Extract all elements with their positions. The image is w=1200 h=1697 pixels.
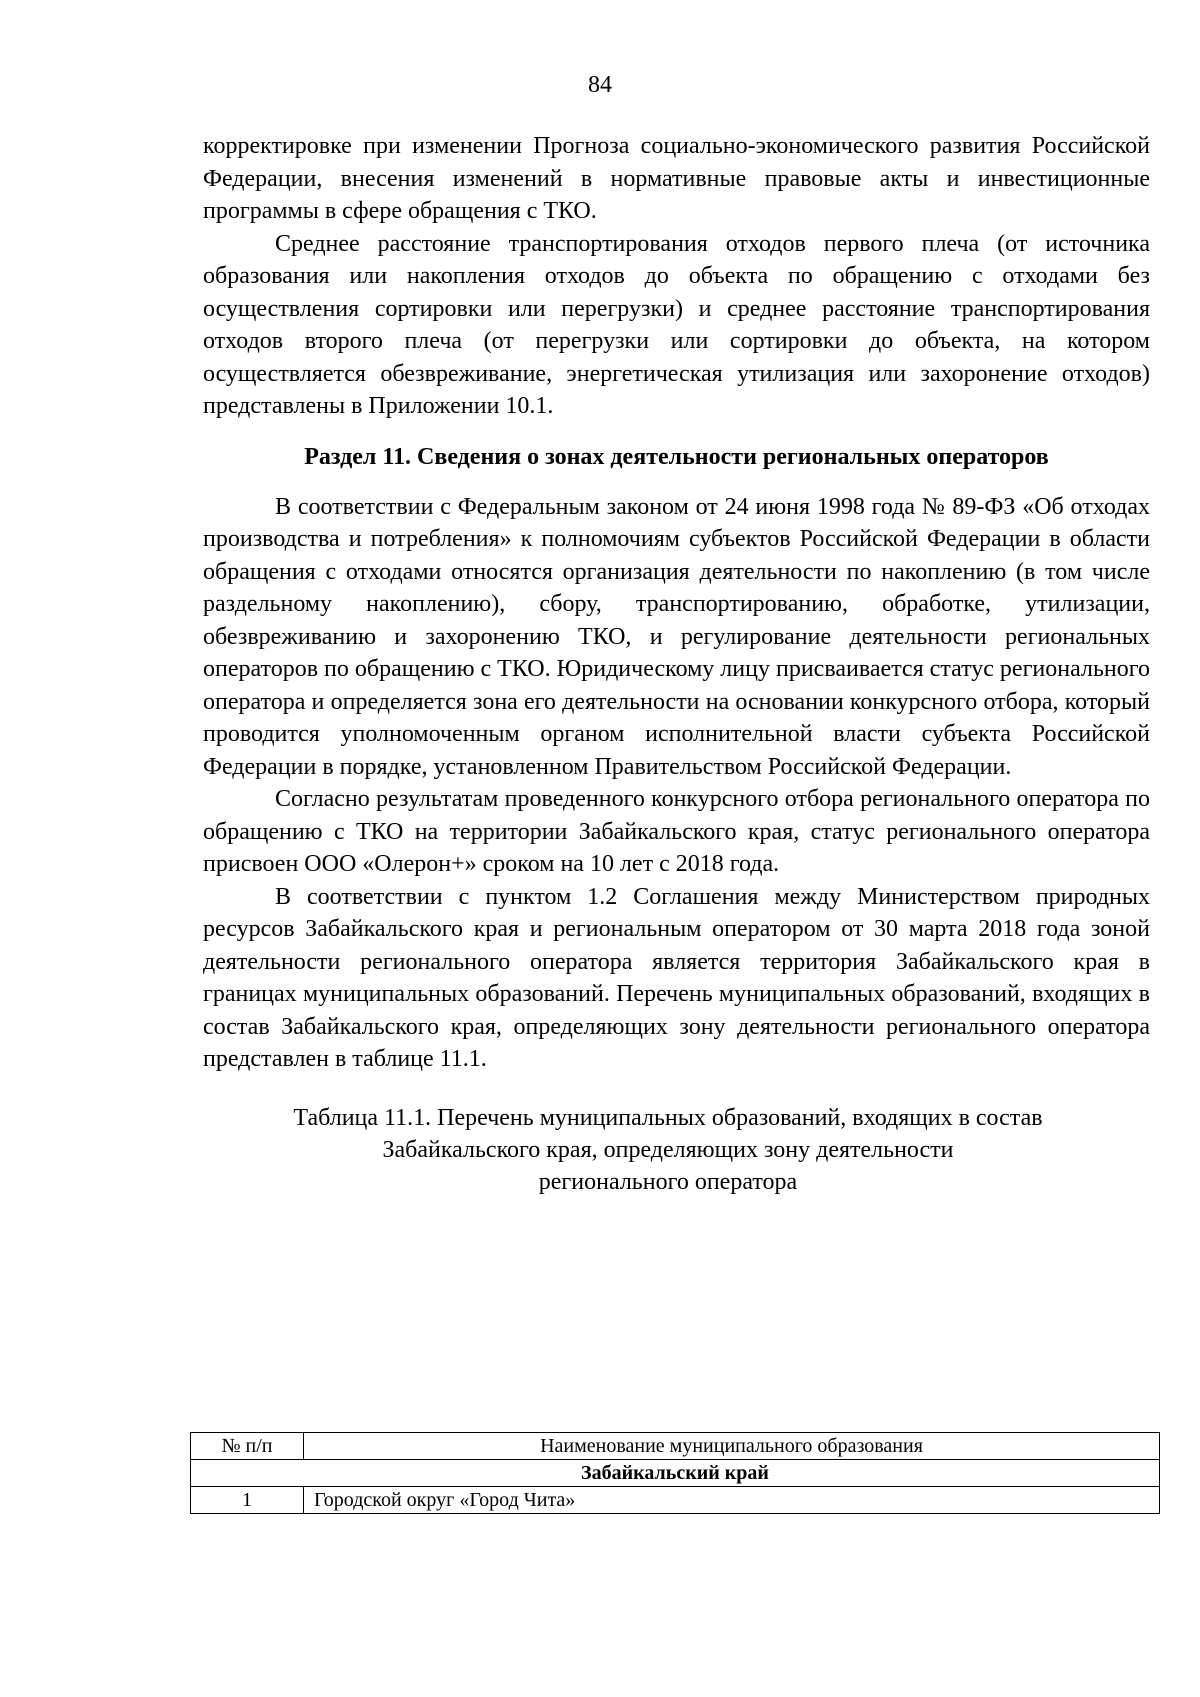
document-body — [203, 130, 1150, 1210]
group-title: Забайкальский край — [191, 1460, 1160, 1487]
table-caption-line: Забайкальского края, определяющих зону деятельности — [382, 1136, 954, 1163]
header-number: № п/п — [191, 1433, 304, 1460]
paragraph-transport-distance: Среднее расстояние транспортирования отходов первого плеча (от источника образования или накопления отходов до объекта по обращению с отходами без осуществления сортировки или перегрузки) и среднее расстояние транспортирования отходов второго плеча (от перегрузки или сортировки до объекта, на котором осуществляется обезвреживание, энергетическая утилизация или захоронение отходов) представлены в Приложении 10.1. — [203, 230, 1150, 419]
header-name: Наименование муниципального образования — [304, 1433, 1160, 1460]
table-group-row — [191, 1460, 1160, 1487]
table-row — [191, 1487, 1160, 1514]
section-heading: Раздел 11. Сведения о зонах деятельности региональных операторов — [304, 443, 1049, 470]
paragraph-federal-law: В соответствии с Федеральным законом от 24 июня 1998 года № 89-ФЗ «Об отходах производства и потребления» к полномочиям субъектов Российской Федерации в области обращения с отходами относятся организация деятельности по накоплению (в том числе раздельному накоплению), сбору, транспортированию, обработке, утилизации, обезвреживанию и захоронению ТКО, и регулирование деятельности региональных операторов по обращению с ТКО. Юридическому лицу присваивается статус регионального оператора и определяется зона его деятельности на основании конкурсного отбора, который проводится уполномоченным органом исполнительной власти субъекта Российской Федерации в порядке, установленном Правительством Российской Федерации. — [203, 493, 1150, 780]
table-header-row — [191, 1433, 1160, 1460]
table-caption-line: регионального оператора — [538, 1168, 798, 1195]
table-caption — [203, 1102, 1133, 1198]
row-number: 1 — [191, 1487, 304, 1514]
paragraph-agreement: В соответствии с пунктом 1.2 Соглашения между Министерством природных ресурсов Забайкальского края и региональным оператором от 30 марта 2018 года зоной деятельности регионального оператора является территория Забайкальского края в границах муниципальных образований. Перечень муниципальных образований, входящих в состав Забайкальского края, определяющих зону деятельности регионального оператора представлен в таблице 11.1. — [203, 883, 1150, 1072]
municipalities-table — [190, 1432, 1160, 1514]
table-caption-line: Таблица 11.1. Перечень муниципальных образований, входящих в состав — [293, 1104, 1043, 1131]
paragraph-selection-results: Согласно результатам проведенного конкурсного отбора регионального оператора по обращению с ТКО на территории Забайкальского края, статус регионального оператора присвоен ООО «Олерон+» сроком на 10 лет с 2018 года. — [203, 786, 1150, 877]
row-name: Городской округ «Город Чита» — [304, 1487, 1160, 1514]
paragraph-continuation: корректировке при изменении Прогноза социально-экономического развития Российской Федерации, внесения изменений в нормативные правовые акты и инвестиционные программы в сфере обращения с ТКО. — [203, 133, 1150, 224]
page-number: 84 — [588, 72, 612, 98]
